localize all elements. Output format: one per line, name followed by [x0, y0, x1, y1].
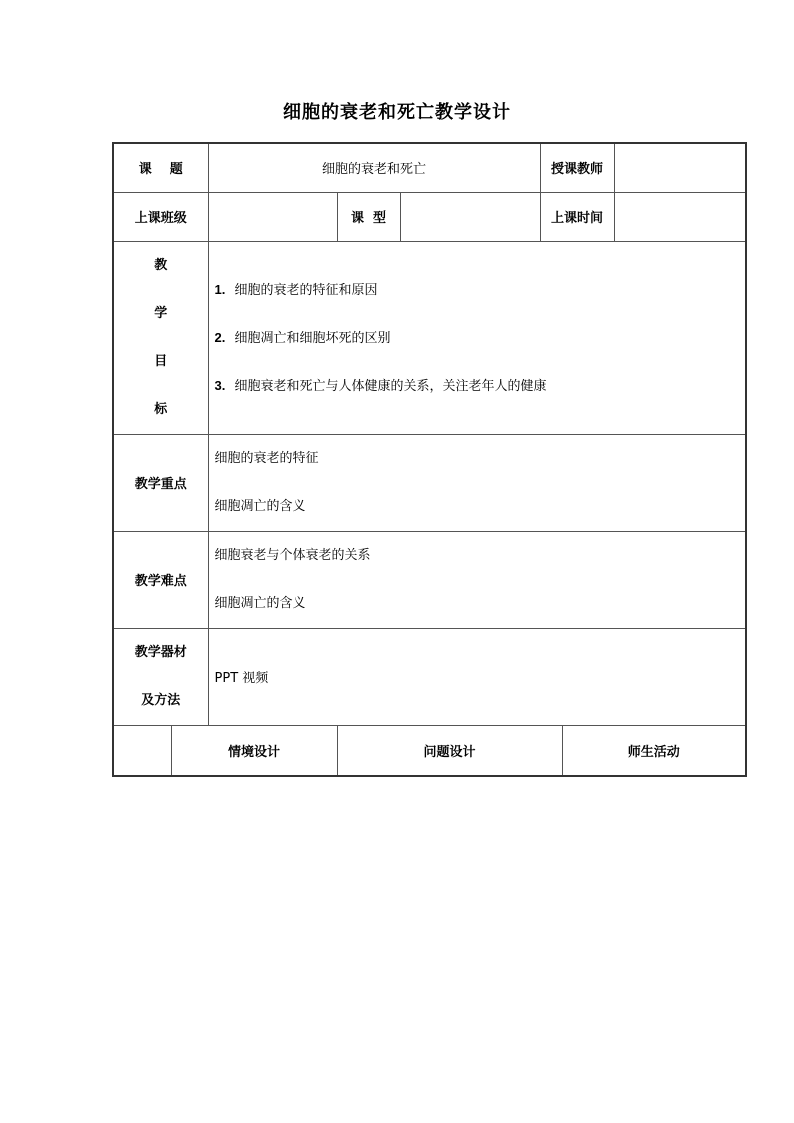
teacher-label: 授课教师 [540, 143, 614, 192]
key-points-label: 教学重点 [113, 434, 208, 531]
objectives-label-char: 标 [154, 401, 168, 417]
materials-content [208, 628, 746, 725]
type-value[interactable] [400, 192, 540, 241]
objective-text: 细胞凋亡和细胞坏死的区别 [234, 330, 391, 346]
objectives-label-char: 教 [154, 257, 168, 273]
materials-label [113, 628, 208, 725]
difficulties-row [113, 531, 746, 628]
process-header-row [113, 725, 746, 776]
key-points-content [208, 434, 746, 531]
objective-item [215, 362, 746, 410]
process-header-activities: 师生活动 [562, 725, 746, 776]
objective-item [215, 314, 746, 362]
objectives-content [208, 241, 746, 434]
topic-row [113, 143, 746, 192]
objectives-label-char: 学 [154, 305, 168, 321]
class-value[interactable] [208, 192, 337, 241]
difficulty-line: 细胞凋亡的含义 [214, 595, 306, 611]
difficulties-label: 教学难点 [113, 531, 208, 628]
objectives-row [113, 241, 746, 434]
class-label: 上课班级 [113, 192, 208, 241]
process-header-questions: 问题设计 [337, 725, 562, 776]
process-header-blank [113, 725, 171, 776]
key-point-line: 细胞凋亡的含义 [214, 498, 306, 514]
difficulty-line: 细胞衰老与个体衰老的关系 [214, 547, 371, 563]
time-label: 上课时间 [540, 192, 614, 241]
difficulties-content [208, 531, 746, 628]
objective-number: 1. [214, 281, 226, 297]
objective-number: 3. [214, 377, 226, 393]
objectives-label [113, 241, 208, 434]
objective-number: 2. [214, 329, 226, 345]
topic-label: 课 题 [113, 143, 208, 192]
key-point-line: 细胞的衰老的特征 [214, 450, 319, 466]
document-title: 细胞的衰老和死亡教学设计 [283, 102, 511, 123]
objective-text: 细胞衰老和死亡与人体健康的关系，关注老年人的健康 [234, 378, 547, 394]
lesson-plan-table [112, 142, 747, 777]
class-row [113, 192, 746, 241]
process-header-scenario: 情境设计 [171, 725, 337, 776]
materials-row [113, 628, 746, 725]
time-value[interactable] [614, 192, 746, 241]
materials-value: PPT 视频 [214, 671, 269, 686]
topic-value: 细胞的衰老和死亡 [208, 143, 540, 192]
materials-label-line: 教学器材 [134, 644, 187, 660]
objective-text: 细胞的衰老的特征和原因 [234, 282, 378, 298]
materials-label-line: 及方法 [141, 692, 181, 708]
key-points-row [113, 434, 746, 531]
type-label: 课 型 [337, 192, 400, 241]
objective-item [215, 266, 746, 314]
teacher-value[interactable] [614, 143, 746, 192]
objectives-label-char: 目 [154, 353, 168, 369]
